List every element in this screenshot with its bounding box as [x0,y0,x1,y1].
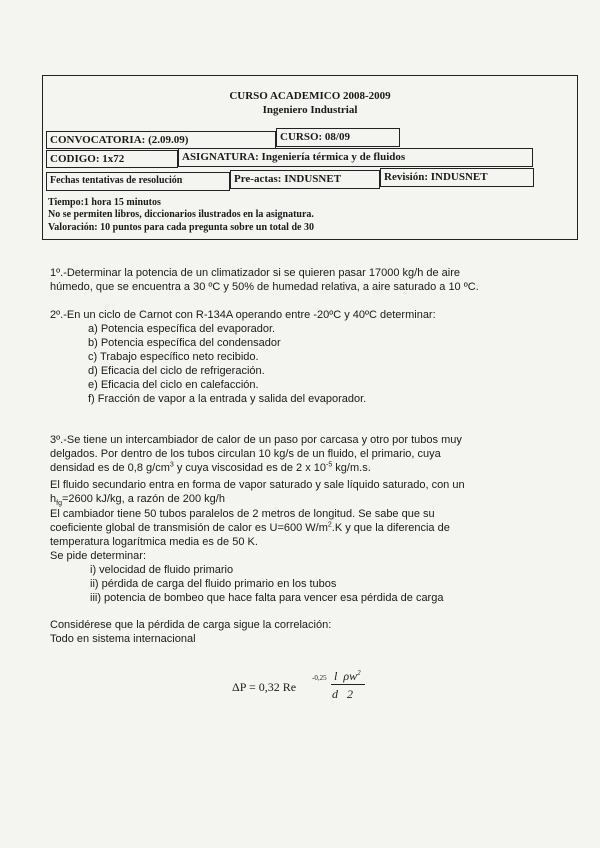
curso-cell: CURSO: 08/09 [276,128,400,147]
q2-item-d: d) Eficacia del ciclo de refrigeración. [88,365,265,377]
fechas-cell: Fechas tentativas de resolución [46,172,230,191]
q3-item-iii: iii) potencia de bombeo que hace falta para vencer esa pérdida de carga [90,592,444,604]
asignatura-cell: ASIGNATURA: Ingeniería térmica y de fluidos [178,148,533,167]
q3-line-8: temperatura logarítmica media es de 50 K. [50,536,258,548]
q3-line-6: El cambiador tiene 50 tubos paralelos de 2 metros de longitud. Se sabe que su [50,508,435,520]
q2-item-b: b) Potencia específica del condensador [88,337,281,349]
libros-text: No se permiten libros, diccionarios ilustrados en la asignatura. [48,209,314,220]
q3-line-9: Se pide determinar: [50,550,146,562]
correlation-text: Considérese que la pérdida de carga sigue la correlación: [50,619,332,631]
revision-cell: Revisión: INDUSNET [380,168,534,187]
convocatoria-cell: CONVOCATORIA: (2.09.09) [46,131,276,149]
preactas-cell: Pre-actas: INDUSNET [230,170,380,189]
q2-item-a: a) Potencia específica del evaporador. [88,323,276,335]
valoracion-text: Valoración: 10 puntos para cada pregunta sobre un total de 30 [48,222,314,233]
formula-lhs: ΔP = 0,32 Re [232,680,297,694]
q2-item-e: e) Eficacia del ciclo en calefacción. [88,379,259,391]
q3-line-7: coeficiente global de transmisión de calor es U=600 $W/m^2.K$ y que la diferencia de [50,521,450,534]
formula-exponent: -0,25 [312,674,327,682]
degree-title: Ingeniero Industrial [262,104,358,116]
q3-line-3: densidad es de 0,8 $g/cm^3$ y cuya viscosidad es de 2 x $10^{-5}$ kg/m.s. [50,461,371,474]
q3-line-5: $h_{fg}=2600$ kJ/kg, a razón de 200 kg/h [50,493,225,508]
q3-item-ii: ii) pérdida de carga del fluido primario en los tubos [90,578,337,590]
course-title: CURSO ACADEMICO 2008-2009 [229,90,391,102]
q3-line-1: 3º.-Se tiene un intercambiador de calor de un paso por carcasa y otro por tubos muy [50,434,462,446]
q1-line-2: húmedo, que se encuentra a 30 ºC y 50% de humedad relativa, a aire saturado a 10 ºC. [50,281,479,293]
q2-item-c: c) Trabajo específico neto recibido. [88,351,259,363]
formula-denominator: d 2 [332,687,353,701]
si-units-text: Todo en sistema internacional [50,633,196,645]
tiempo-text: Tiempo:1 hora 15 minutos [48,197,161,208]
q3-line-4: El fluido secundario entra en forma de vapor saturado y sale líquido saturado, con un [50,479,465,491]
q1-line-1: 1º.-Determinar la potencia de un climatizador si se quieren pasar 17000 kg/h de aire [50,267,461,279]
q2-item-f: f) Fracción de vapor a la entrada y salida del evaporador. [88,393,367,405]
q3-line-2: delgados. Por dentro de los tubos circulan 10 kg/s de un fluido, el primario, cuya [50,448,441,460]
codigo-cell: CODIGO: 1x72 [46,150,178,168]
pressure-drop-formula [232,669,392,709]
q3-item-i: i) velocidad de fluido primario [90,564,234,576]
formula-numerator: l $\rho w^2$ [334,669,361,683]
q2-intro: 2º.-En un ciclo de Carnot con R-134A operando entre -20ºC y 40ºC determinar: [50,309,436,321]
formula-fraction-bar [331,684,365,685]
